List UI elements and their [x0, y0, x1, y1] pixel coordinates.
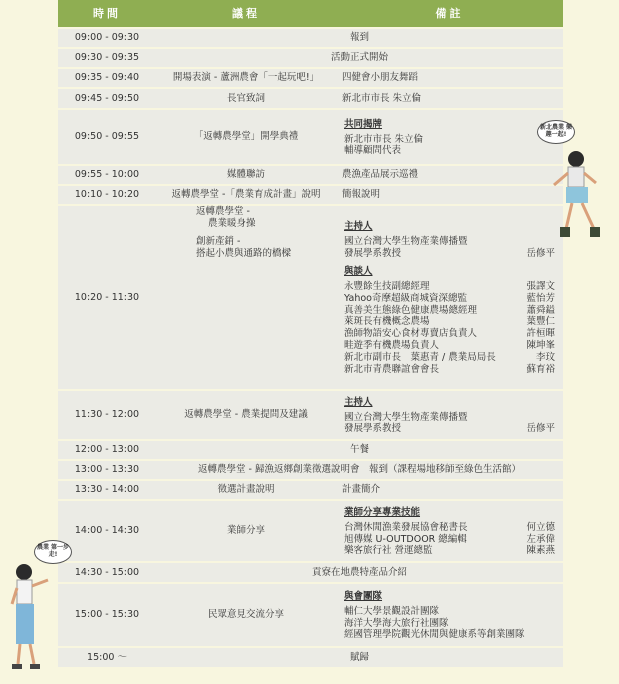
row-note: 四健會小朋友舞蹈 — [336, 69, 563, 87]
header-time: 時間 — [58, 0, 156, 27]
person-line: 樂客旅行社 營運總監 陳素燕 — [344, 545, 555, 557]
host-title: 主持人 — [344, 396, 373, 408]
row-time: 09:00 - 09:30 — [58, 29, 156, 47]
row-time: 09:35 - 09:40 — [58, 69, 156, 87]
row-note: 新北市市長 朱立倫 — [336, 89, 563, 108]
header-program: 議程 — [156, 0, 336, 27]
guest-line: 畦遊季有機農場負責人 陳坤峯 — [344, 340, 555, 352]
row-time: 09:45 - 09:50 — [58, 89, 156, 108]
girl-figure-left — [4, 560, 62, 675]
row-time: 11:30 - 12:00 — [58, 391, 156, 439]
row-time: 09:50 - 09:55 — [58, 110, 156, 164]
guest-line: 新北市青農聯誼會會長 蘇育裕 — [344, 363, 555, 375]
row-program: 業師分享 — [156, 501, 336, 561]
row-program: 徵選計畫說明 — [156, 481, 336, 499]
note-title: 共同揭牌 — [344, 118, 383, 130]
speech-bubble-top: 新北農業 樂趣一起! — [537, 120, 575, 144]
host-title: 主持人 — [344, 221, 373, 233]
row-time: 10:10 - 10:20 — [58, 186, 156, 204]
row-note — [336, 501, 563, 561]
row-time: 13:00 - 13:30 — [58, 461, 156, 479]
guest-line: 真善美生態綠色健康農場總經理 蕭舜鎰 — [344, 304, 555, 316]
note-title: 業師分享專業技能 — [344, 506, 421, 518]
row-note — [336, 584, 563, 646]
row-note — [336, 206, 563, 389]
guest-line: 漁師物語安心食材專賣店負責人 許桓暉 — [344, 328, 555, 340]
row-time: 13:30 - 14:00 — [58, 481, 156, 499]
row-program: 長官致詞 — [156, 89, 336, 108]
guests-title: 與談人 — [344, 265, 373, 277]
program-line: 農業暖身操 — [208, 217, 256, 229]
note-line: 經國管理學院觀光休閒與健康系等創業團隊 — [344, 629, 525, 641]
row-merged: 返轉農學堂 - 歸漁返鄉創業徵選說明會 報到（課程場地移師至綠色生活館） — [156, 461, 563, 479]
row-time: 10:20 - 11:30 — [58, 206, 156, 389]
row-time: 15:00 ～ — [58, 648, 156, 667]
note-title: 與會團隊 — [344, 590, 383, 602]
note-line: 海洋大學海大旅行社團隊 — [344, 617, 449, 629]
row-program: 媒體聯訪 — [156, 166, 336, 184]
note-line: 輔仁大學景觀設計團隊 — [344, 605, 440, 617]
row-time: 15:00 - 15:30 — [58, 584, 156, 646]
row-program: 「返轉農學堂」開學典禮 — [156, 110, 336, 164]
host-line: 國立台灣大學生物產業傳播暨 — [344, 236, 468, 248]
guest-line: 新北市副市長 葉惠青 / 農業局局長 李玟 — [344, 352, 555, 363]
host-line: 發展學系教授 岳修平 — [344, 423, 555, 435]
note-line: 輔導顧問代表 — [344, 145, 402, 157]
guest-line: 萊斑長有機概念農場 葉豐仁 — [344, 316, 555, 328]
row-program — [156, 206, 336, 389]
schedule-table — [58, 0, 563, 667]
row-merged: 賦歸 — [156, 648, 563, 667]
row-time: 09:30 - 09:35 — [58, 49, 156, 67]
row-merged: 貢寮在地農特產品介紹 — [156, 563, 563, 582]
host-line: 發展學系教授 岳修平 — [344, 248, 555, 259]
row-merged: 活動正式開始 — [156, 49, 563, 67]
row-note: 計畫簡介 — [336, 481, 563, 499]
row-note: 農漁產品展示巡禮 — [336, 166, 563, 184]
girl-figure-right — [548, 145, 618, 245]
program-line: 返轉農學堂 - — [196, 206, 250, 217]
row-program: 返轉農學堂 -「農業育成計畫」說明 — [156, 186, 336, 204]
row-time: 12:00 - 13:00 — [58, 441, 156, 459]
speech-bubble-bottom: 農業 第一步走! — [34, 540, 72, 564]
row-time: 14:30 - 15:00 — [58, 563, 156, 582]
row-program: 民眾意見交流分享 — [156, 584, 336, 646]
row-merged: 報到 — [156, 29, 563, 47]
row-note: 簡報說明 — [336, 186, 563, 204]
row-program: 返轉農學堂 - 農業提問及建議 — [156, 391, 336, 439]
program-line: 搭起小農與通路的橋樑 — [196, 247, 292, 259]
guest-line: Yahoo奇摩超級商城資深總監 藍怡芳 — [344, 292, 555, 304]
row-note — [336, 110, 563, 164]
host-line: 國立台灣大學生物產業傳播暨 — [344, 411, 468, 423]
person-line: 台灣休閒漁業發展協會秘書長 何立德 — [344, 521, 555, 533]
guest-line: 永豐餘生技副總經理 張譯文 — [344, 280, 555, 292]
header-note: 備註 — [336, 0, 563, 27]
program-line: 創新產銷 - — [196, 235, 241, 247]
row-note — [336, 391, 563, 439]
row-program: 開場表演 - 蘆洲農會「一起玩吧!」 — [156, 69, 336, 87]
row-time: 09:55 - 10:00 — [58, 166, 156, 184]
person-line: 旭傳媒 U-OUTDOOR 總編輯 左承偉 — [344, 533, 555, 545]
row-merged: 午餐 — [156, 441, 563, 459]
note-line: 新北市市長 朱立倫 — [344, 133, 424, 145]
row-time: 14:00 - 14:30 — [58, 501, 156, 561]
